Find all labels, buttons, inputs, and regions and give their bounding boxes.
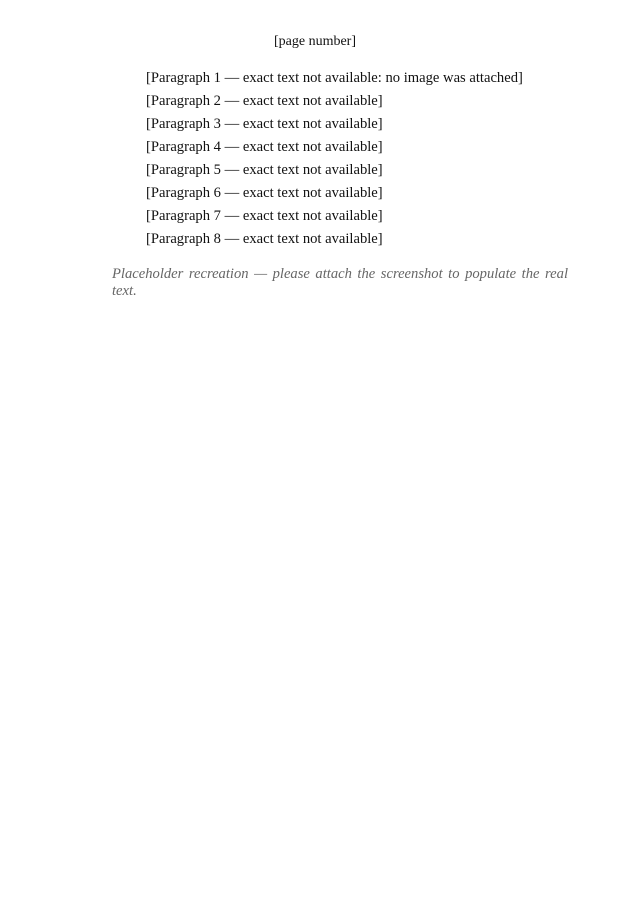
paragraph: [Paragraph 4 — exact text not available]: [146, 139, 383, 155]
paragraph: [Paragraph 7 — exact text not available]: [146, 208, 383, 224]
paragraph: [Paragraph 5 — exact text not available]: [146, 162, 383, 178]
paragraph: [Paragraph 8 — exact text not available]: [146, 231, 383, 247]
page-number: [page number]: [273, 34, 357, 49]
paragraph: [Paragraph 6 — exact text not available]: [146, 185, 383, 201]
paragraph: [Paragraph 3 — exact text not available]: [146, 116, 383, 132]
document-body: [112, 70, 568, 306]
placeholder-note: Placeholder recreation — please attach the screenshot to populate the real text.: [112, 266, 568, 299]
paragraph: [Paragraph 1 — exact text not available: no image was attached]: [146, 70, 523, 86]
paragraph: [Paragraph 2 — exact text not available]: [146, 93, 383, 109]
